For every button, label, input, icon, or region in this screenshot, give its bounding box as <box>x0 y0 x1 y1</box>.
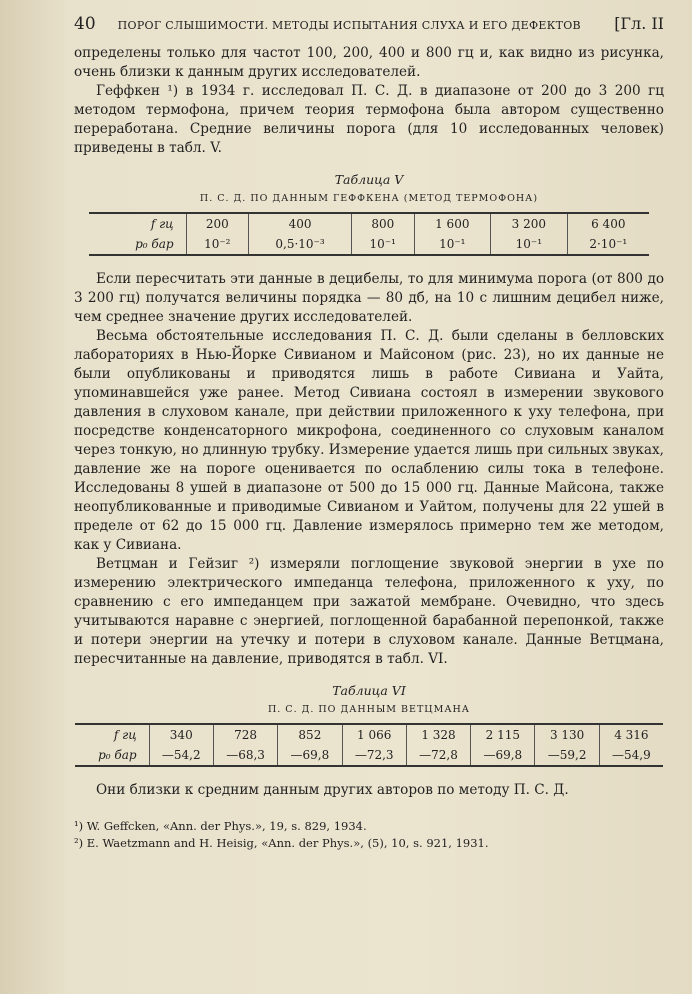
paragraph: определены только для частот 100, 200, 400 и 800 гц и, как видно из рисунка, очень близки к данным других исследователей. <box>74 45 664 80</box>
row-label: p₀ бар <box>89 234 186 255</box>
table-cell: 1 600 <box>414 213 491 234</box>
table-cell: 1 066 <box>342 724 406 745</box>
table-cell: —54,2 <box>149 745 213 766</box>
table-cell: 6 400 <box>567 213 649 234</box>
table-cell: 400 <box>249 213 352 234</box>
table-cell: 3 200 <box>491 213 568 234</box>
table-cell: —72,3 <box>342 745 406 766</box>
table-cell: 728 <box>213 724 277 745</box>
table-cell: —69,8 <box>278 745 342 766</box>
paragraph: Если пересчитать эти данные в децибелы, то для минимума порога (от 800 до 3 200 гц) получатся величины порядка — 80 дб, на 10 с лишним децибел ниже, чем среднее значение других исследователей. <box>74 271 664 325</box>
table5-caption: Таблица V <box>334 172 404 187</box>
running-title: ПОРОГ СЛЫШИМОСТИ. МЕТОДЫ ИСПЫТАНИЯ СЛУХА И ЕГО ДЕФЕКТОВ <box>117 19 581 32</box>
row-label: f гц <box>89 213 186 234</box>
paragraph: Геффкен ¹) в 1934 г. исследовал П. С. Д. в диапазоне от 200 до 3 200 гц методом термофона, причем теория термофона была автором существенно переработана. Средние величины порога (для 10 исследованных человек) приведены в табл. V. <box>74 83 664 156</box>
table-cell: 2·10⁻¹ <box>567 234 649 255</box>
paragraph: Весьма обстоятельные исследования П. С. Д. были сделаны в белловских лабораториях в Нью-Йорке Сивианом и Майсоном (рис. 23), но их данные не были опубликованы и приводятся лишь в работе Сивиана и Уайта, упоминавшейся уже ранее. Метод Сивиана состоял в измерении звукового давления в слуховом канале, при действии приложенного к уху телефона, при посредстве конденсаторного микрофона, соединенного со слуховым каналом через тонкую, но длинную трубку. Измерение удается лишь при сильных звуках, давление же на пороге оценивается по ослаблению силы тока в телефоне. Исследованы 8 ушей в диапазоне от 500 до 15 000 гц. Данные Майсона, также неопубликованные и приводимые Сивианом и Уайтом, получены для 22 ушей в пределе от 62 до 15 000 гц. Давление измерялось примерно тем же методом, как у Сивиана. <box>74 328 664 553</box>
table-cell: 800 <box>352 213 415 234</box>
table-cell: —68,3 <box>213 745 277 766</box>
table-cell: 4 316 <box>599 724 663 745</box>
paragraph: Они близки к средним данным других авторов по методу П. С. Д. <box>96 782 569 798</box>
table5 <box>89 212 649 256</box>
table6-caption: Таблица VI <box>332 683 406 698</box>
row-label: f гц <box>75 724 149 745</box>
footnotes <box>74 818 664 852</box>
table-cell: —54,9 <box>599 745 663 766</box>
page-number: 40 <box>74 14 96 34</box>
chapter-marker: [Гл. II <box>614 14 664 33</box>
table-cell: 3 130 <box>535 724 599 745</box>
paragraph: Ветцман и Гейзиг ²) измеряли поглощение звуковой энергии в ухе по измерению электрического импеданца телефона, приложенного к уху, по сравнению с его импеданцем при зажатой мембране. Очевидно, что здесь учитываются наравне с энергией, поглощенной барабанной перепонкой, также и потери энергии на утечку и потери в слуховом канале. Данные Ветцмана, пересчитанные на давление, приводятся в табл. VI. <box>74 556 664 667</box>
footnote: ²) E. Waetzmann and H. Heisig, «Ann. der Phys.», (5), 10, s. 921, 1931. <box>74 836 489 850</box>
table5-title: П. С. Д. ПО ДАННЫМ ГЕФФКЕНА (МЕТОД ТЕРМОФОНА) <box>199 193 539 204</box>
table5-row-pressure <box>89 234 649 255</box>
table-cell: 852 <box>278 724 342 745</box>
table-cell: 10⁻¹ <box>491 234 568 255</box>
page-header <box>74 14 664 34</box>
table-cell: 340 <box>149 724 213 745</box>
table5-row-frequency <box>89 213 649 234</box>
table-cell: 1 328 <box>406 724 470 745</box>
table6-row-frequency <box>75 724 663 745</box>
table-cell: —69,8 <box>471 745 535 766</box>
table-cell: 10⁻¹ <box>352 234 415 255</box>
table6-title: П. С. Д. ПО ДАННЫМ ВЕТЦМАНА <box>267 704 470 715</box>
table-cell: 10⁻¹ <box>414 234 491 255</box>
table-cell: 200 <box>186 213 249 234</box>
table6 <box>75 723 663 767</box>
row-label: p₀ бар <box>75 745 149 766</box>
table6-row-pressure <box>75 745 663 766</box>
table-cell: —59,2 <box>535 745 599 766</box>
footnote: ¹) W. Geffcken, «Ann. der Phys.», 19, s. 829, 1934. <box>74 819 367 833</box>
table-cell: —72,8 <box>406 745 470 766</box>
table-cell: 10⁻² <box>186 234 249 255</box>
table-cell: 0,5·10⁻³ <box>249 234 352 255</box>
table-cell: 2 115 <box>471 724 535 745</box>
